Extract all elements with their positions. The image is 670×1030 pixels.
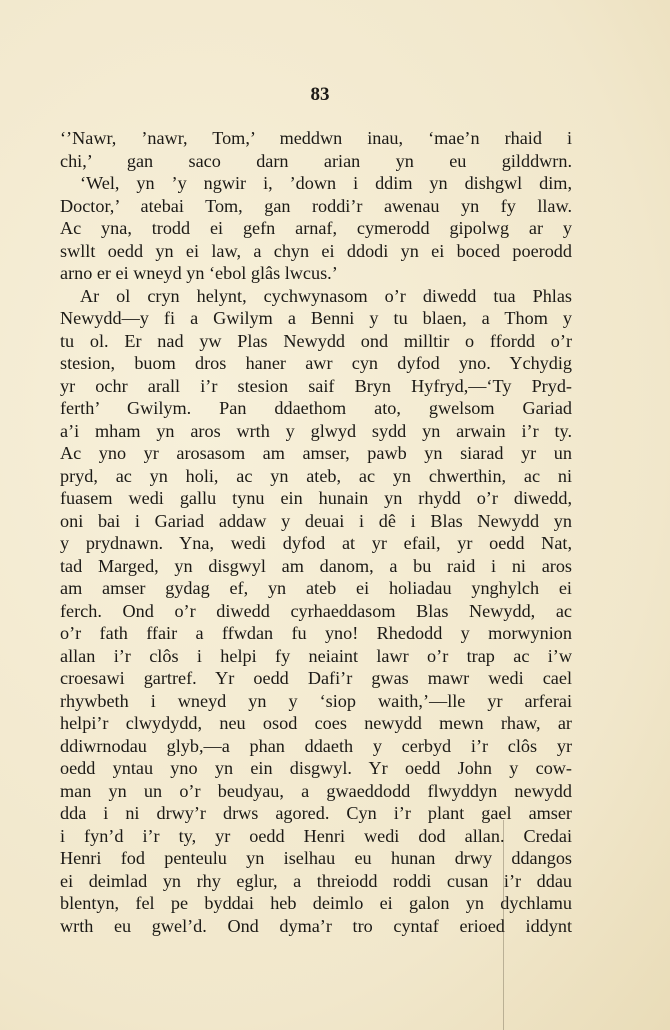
text-line: ddiwrnodau glyb,—a phan ddaeth y cerbyd i’r clôs yr (60, 735, 572, 756)
text-line: Newydd—y fi a Gwilym a Benni y tu blaen, a Thom y (60, 308, 572, 328)
body-text (60, 127, 572, 937)
text-line: ‘Wel, yn ’y ngwir i, ’down i ddim yn dishgwl dim, (80, 173, 572, 193)
text-line: arno er ei wneyd yn ‘ebol glâs lwcus.’ (60, 263, 338, 283)
text-line: chi,’ gan saco darn arian yn eu gilddwrn. (60, 150, 572, 171)
text-line: a’i mham yn aros wrth y glwyd sydd yn arwain i’r ty. (60, 420, 572, 441)
text-line: croesawi gartref. Yr oedd Dafi’r gwas mawr wedi cael (60, 668, 572, 688)
text-line: fuasem wedi gallu tynu ein hunain yn rhydd o’r diwedd, (60, 488, 572, 508)
text-line: swllt oedd yn ei law, a chyn ei ddodi yn ei boced poerodd (60, 240, 572, 261)
text-line: ‘’Nawr, ’nawr, Tom,’ meddwn inau, ‘mae’n rhaid i (60, 128, 572, 148)
text-line: o’r fath ffair a ffwdan fu yno! Rhedodd y morwynion (60, 623, 572, 643)
text-line: tu ol. Er nad yw Plas Newydd ond milltir o ffordd o’r (60, 330, 572, 351)
text-line: oni bai i Gariad addaw y deuai i dê i Blas Newydd yn (60, 510, 572, 531)
text-line: Ac yno yr arosasom am amser, pawb yn siarad yr un (60, 443, 572, 463)
text-line: i fyn’d i’r ty, yr oedd Henri wedi dod allan. Credai (60, 825, 572, 846)
text-line: Henri fod penteulu yn iselhau eu hunan drwy ddangos (60, 848, 572, 868)
text-line: Doctor,’ atebai Tom, gan roddi’r awenau yn fy llaw. (60, 195, 572, 216)
text-line: yr ochr arall i’r stesion saif Bryn Hyfryd,—‘Ty Pryd- (60, 375, 572, 396)
text-line: rhywbeth i wneyd yn y ‘siop waith,’—lle yr arferai (60, 690, 572, 711)
text-line: y prydnawn. Yna, wedi dyfod at yr efail, yr oedd Nat, (60, 533, 572, 553)
text-line: ferch. Ond o’r diwedd cyrhaeddasom Blas Newydd, ac (60, 600, 572, 621)
text-line: dda i ni drwy’r drws agored. Cyn i’r plant gael amser (60, 803, 572, 823)
text-line: tad Marged, yn disgwyl am danom, a bu raid i ni aros (60, 555, 572, 576)
text-line: stesion, buom dros haner awr cyn dyfod yno. Ychydig (60, 353, 572, 373)
text-line: Ac yna, trodd ei gefn arnaf, cymerodd gipolwg ar y (60, 218, 572, 238)
text-line: helpi’r clwydydd, neu osod coes newydd mewn rhaw, ar (60, 713, 572, 733)
text-line: man yn un o’r beudyau, a gwaeddodd flwyddyn newydd (60, 780, 572, 801)
text-line: pryd, ac yn holi, ac yn ateb, ac yn chwerthin, ac ni (60, 465, 572, 486)
text-line: oedd yntau yno yn ein disgwyl. Yr oedd John y cow- (60, 758, 572, 778)
page-number: 83 (310, 84, 330, 105)
text-line: ei deimlad yn rhy eglur, a threiodd roddi cusan i’r ddau (60, 870, 572, 891)
text-line: am amser gydag ef, yn ateb ei holiadau ynghylch ei (60, 578, 572, 598)
paper-fold-mark (503, 820, 504, 1030)
text-line: ferth’ Gwilym. Pan ddaethom ato, gwelsom Gariad (60, 398, 572, 418)
text-line: blentyn, fel pe byddai heb deimlo ei galon yn dychlamu (60, 893, 572, 913)
text-line: allan i’r clôs i helpi fy neiaint lawr o’r trap ac i’w (60, 645, 572, 666)
text-line: wrth eu gwel’d. Ond dyma’r tro cyntaf erioed iddynt (60, 915, 572, 936)
text-line: Ar ol cryn helynt, cychwynasom o’r diwedd tua Phlas (80, 285, 572, 306)
